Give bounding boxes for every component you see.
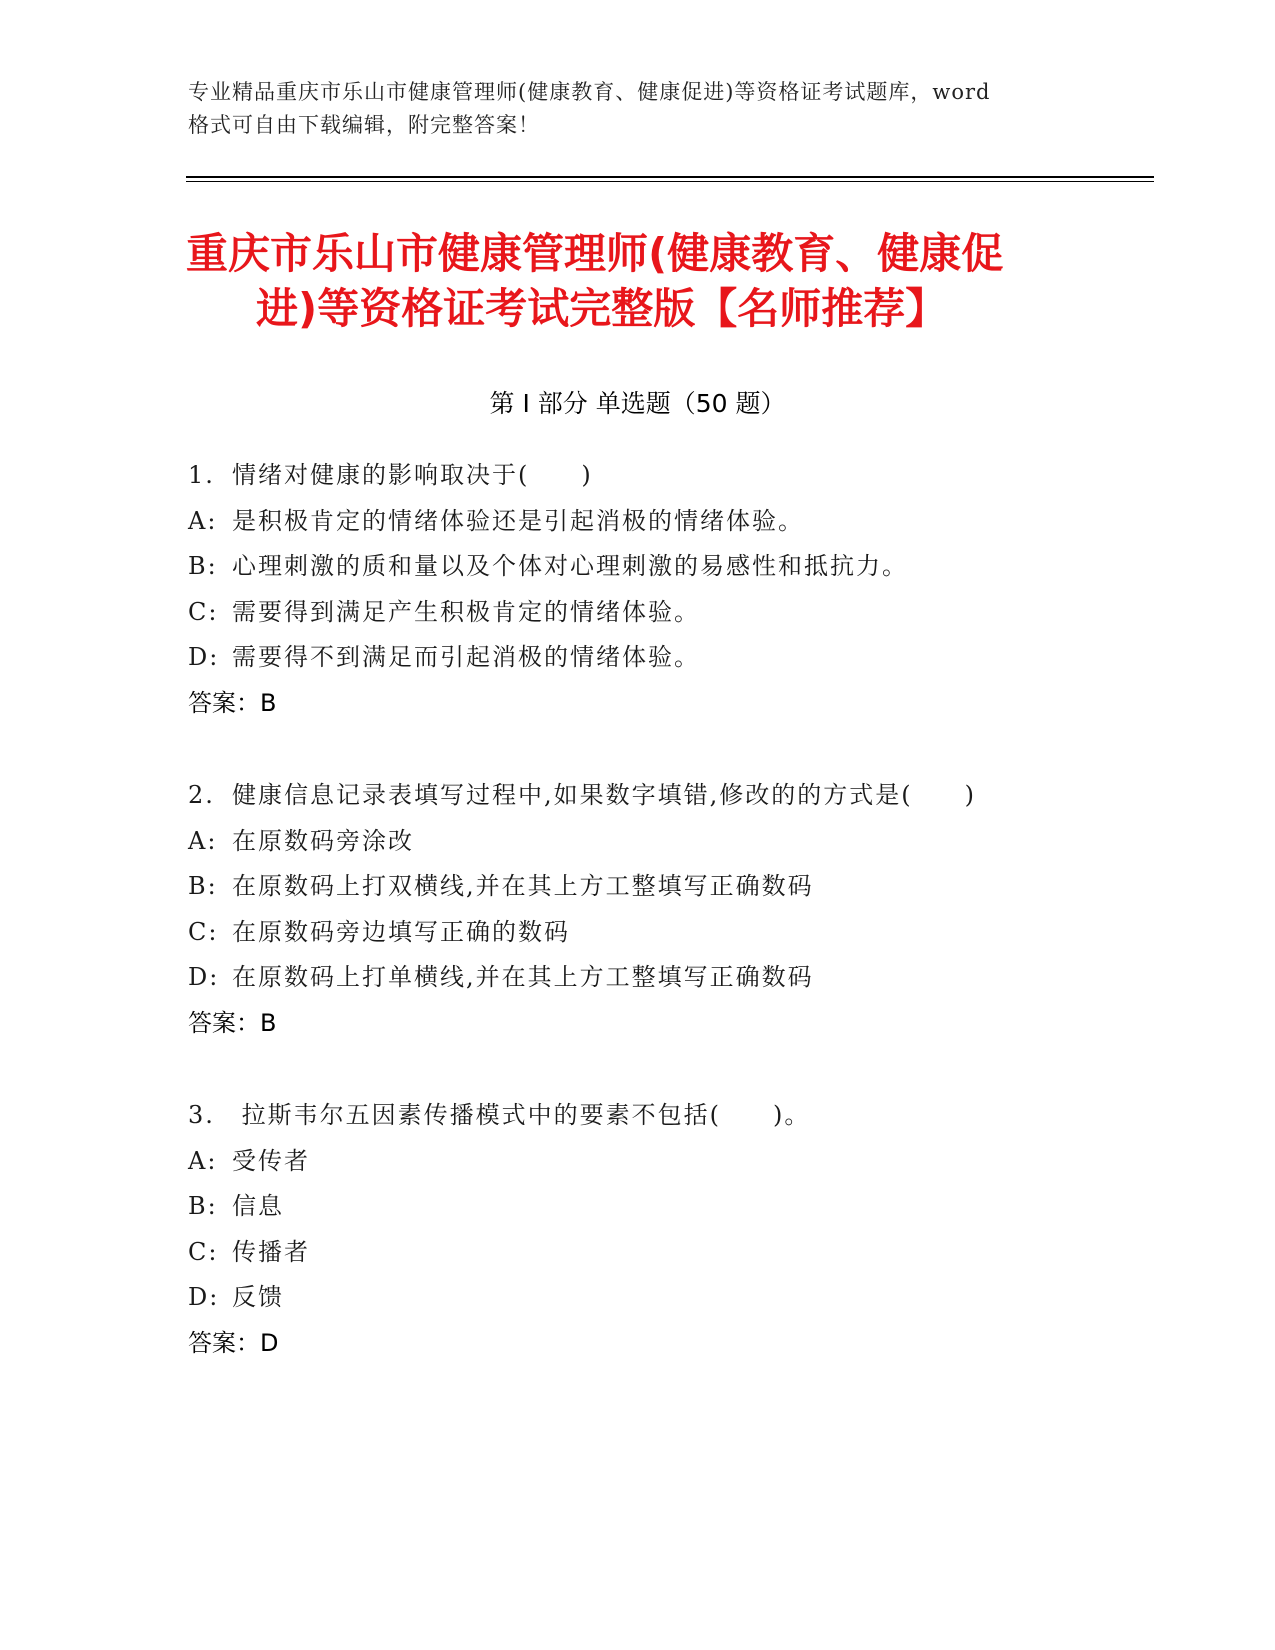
option-text: 是积极肯定的情绪体验还是引起消极的情绪体验。 <box>232 506 804 535</box>
document-title-line-1: 重庆市乐山市健康管理师(健康教育、健康促 <box>186 229 1004 278</box>
question-2 <box>188 773 1088 1046</box>
option-key: B: <box>188 552 218 580</box>
header-note <box>188 76 1088 142</box>
option-key: D: <box>188 1283 220 1311</box>
question-stem <box>188 773 1088 819</box>
option-key: D: <box>188 643 220 671</box>
header-divider-thin <box>186 181 1154 182</box>
option-text: 需要得到满足产生积极肯定的情绪体验。 <box>232 597 700 626</box>
option-key: D: <box>188 963 220 991</box>
option-c <box>188 1230 1088 1276</box>
option-text: 在原数码上打单横线,并在其上方工整填写正确数码 <box>232 963 814 991</box>
option-key: C: <box>188 917 219 946</box>
document-title-line-2: 进)等资格证考试完整版【名师推荐】 <box>256 284 948 333</box>
option-key: A: <box>188 1146 218 1175</box>
question-text: 情绪对健康的影响取决于( ) <box>232 461 593 489</box>
option-text: 受传者 <box>232 1146 310 1175</box>
option-key: C: <box>188 597 219 626</box>
question-number: 1. <box>188 461 215 489</box>
option-a <box>188 819 1088 865</box>
answer: 答案：B <box>188 1008 277 1037</box>
header-note-line-2: 格式可自由下载编辑，附完整答案！ <box>188 113 540 137</box>
option-text: 在原数码旁涂改 <box>232 826 414 855</box>
header-divider-thick <box>186 176 1154 178</box>
option-d <box>188 1275 1088 1321</box>
document-title <box>186 226 1116 336</box>
answer: 答案：B <box>188 688 277 717</box>
option-text: 在原数码上打双横线,并在其上方工整填写正确数码 <box>232 872 814 900</box>
question-number: 3. <box>188 1101 215 1129</box>
option-a <box>188 499 1088 545</box>
question-stem <box>188 453 1088 499</box>
option-d <box>188 955 1088 1001</box>
question-number: 2. <box>188 781 215 809</box>
option-text: 需要得不到满足而引起消极的情绪体验。 <box>232 643 700 671</box>
option-c <box>188 910 1088 956</box>
section-heading: 第 I 部分 单选题（50 题） <box>489 389 786 418</box>
option-key: B: <box>188 872 218 900</box>
option-text: 传播者 <box>232 1237 310 1266</box>
option-a <box>188 1139 1088 1185</box>
question-stem <box>188 1093 1088 1139</box>
option-b <box>188 1184 1088 1230</box>
option-key: C: <box>188 1237 219 1266</box>
option-key: A: <box>188 826 218 855</box>
option-c <box>188 590 1088 636</box>
option-text: 在原数码旁边填写正确的数码 <box>232 917 570 946</box>
question-1 <box>188 453 1088 726</box>
option-text: 心理刺激的质和量以及个体对心理刺激的易感性和抵抗力。 <box>232 552 908 580</box>
answer: 答案：D <box>188 1328 279 1357</box>
header-note-line-1: 专业精品重庆市乐山市健康管理师(健康教育、健康促进)等资格证考试题库，word <box>188 80 991 104</box>
option-b <box>188 544 1088 590</box>
option-key: B: <box>188 1192 218 1220</box>
question-3 <box>188 1093 1088 1366</box>
question-text: 拉斯韦尔五因素传播模式中的要素不包括( )。 <box>232 1101 811 1129</box>
question-text: 健康信息记录表填写过程中,如果数字填错,修改的的方式是( ) <box>232 781 976 809</box>
option-b <box>188 864 1088 910</box>
option-key: A: <box>188 506 218 535</box>
option-text: 信息 <box>232 1192 284 1220</box>
option-d <box>188 635 1088 681</box>
option-text: 反馈 <box>232 1283 284 1311</box>
